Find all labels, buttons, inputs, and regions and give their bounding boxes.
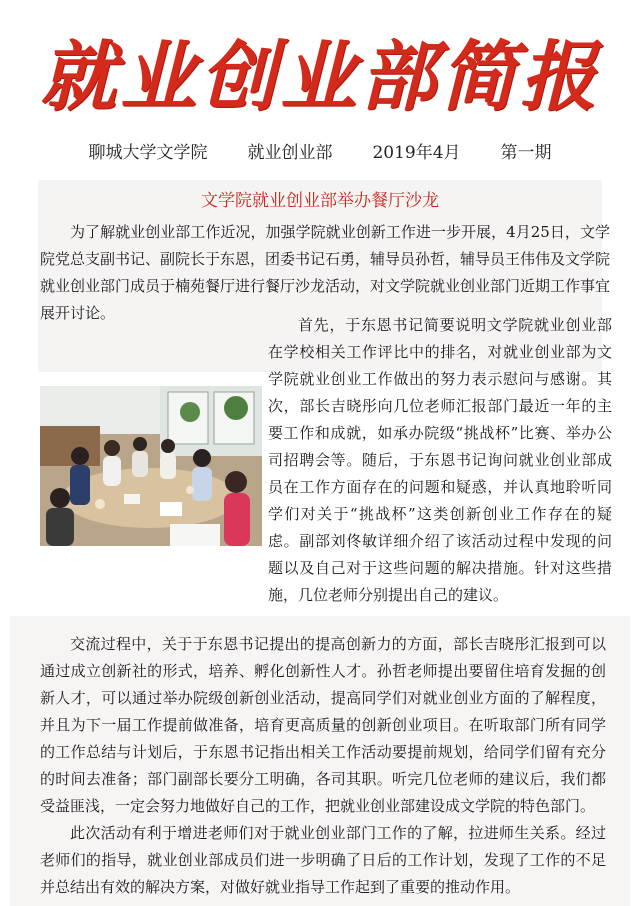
article-paragraph-1: 为了解就业创业部工作近况，加强学院就业创新工作进一步开展，4月25日，文学院党总支副书记、副院长于东恩，团委书记石勇，辅导员孙哲，辅导员王伟伟及文学院就业创业部门成员于楠苑餐厅进行餐厅沙龙活动，对文学院就业创业部门近期工作事宜展开讨论。 bbox=[40, 223, 611, 322]
college-name: 聊城大学文学院 bbox=[88, 143, 208, 163]
meeting-photo bbox=[40, 386, 262, 546]
issue-info-line bbox=[0, 138, 640, 166]
department-name: 就业创业部 bbox=[247, 143, 333, 163]
article-paragraph-3: 交流过程中，关于于东恩书记提出的提高创新力的方面，部长吉晓彤汇报到可以通过成立创新社的形式，培养、孵化创新性人才。孙哲老师提出要留住培育发掘的创新人才，可以通过举办院级创新创业活动，提高同学们对就业创业方面的了解程度，并且为下一届工作提前做准备，培育更高质量的创新创业项目。在听取部门所有同学的工作总结与计划后，于东恩书记指出相关工作活动要提前规划，给同学们留有充分的时间去准备；部门副部长要分工明确，各司其职。听完几位老师的建议后，我们都受益匪浅，一定会努力地做好自己的工作，把就业创业部建设成文学院的特色部门。 bbox=[40, 635, 606, 815]
article-paragraph-4: 此次活动有利于增进老师们对于就业创业部门工作的了解，拉进师生关系。经过老师们的指导，就业创业部成员们进一步明确了日后的工作计划，发现了工作的不足并总结出有效的解决方案，对做好就业指导工作起到了重要的推动作用。 bbox=[40, 824, 606, 896]
article-paragraph-2: 首先，于东恩书记简要说明文学院就业创业部在学校相关工作评比中的排名，对就业创业部为文学院就业创业工作做出的努力表示慰问与感谢。其次，部长吉晓彤向几位老师汇报部门最近一年的主要工作和成就，如承办院级“挑战杯”比赛、举办公司招聘会等。随后，于东恩书记询问就业创业部成员在工作方面存在的问题和疑惑，并认真地聆听同学们对关于“挑战杯”这类创新创业工作存在的疑虑。副部刘佟敏详细介绍了该活动过程中发现的问题以及自己对于这些问题的解决措施。针对这些措施，几位老师分别提出自己的建议。 bbox=[268, 316, 612, 604]
issue-date: 2019年4月 bbox=[372, 143, 461, 163]
masthead-title: 就业创业部简报 bbox=[40, 32, 600, 121]
issue-number: 第一期 bbox=[500, 143, 552, 163]
article-title: 文学院就业创业部举办餐厅沙龙 bbox=[201, 191, 439, 211]
meeting-photo-illustration bbox=[40, 386, 262, 546]
